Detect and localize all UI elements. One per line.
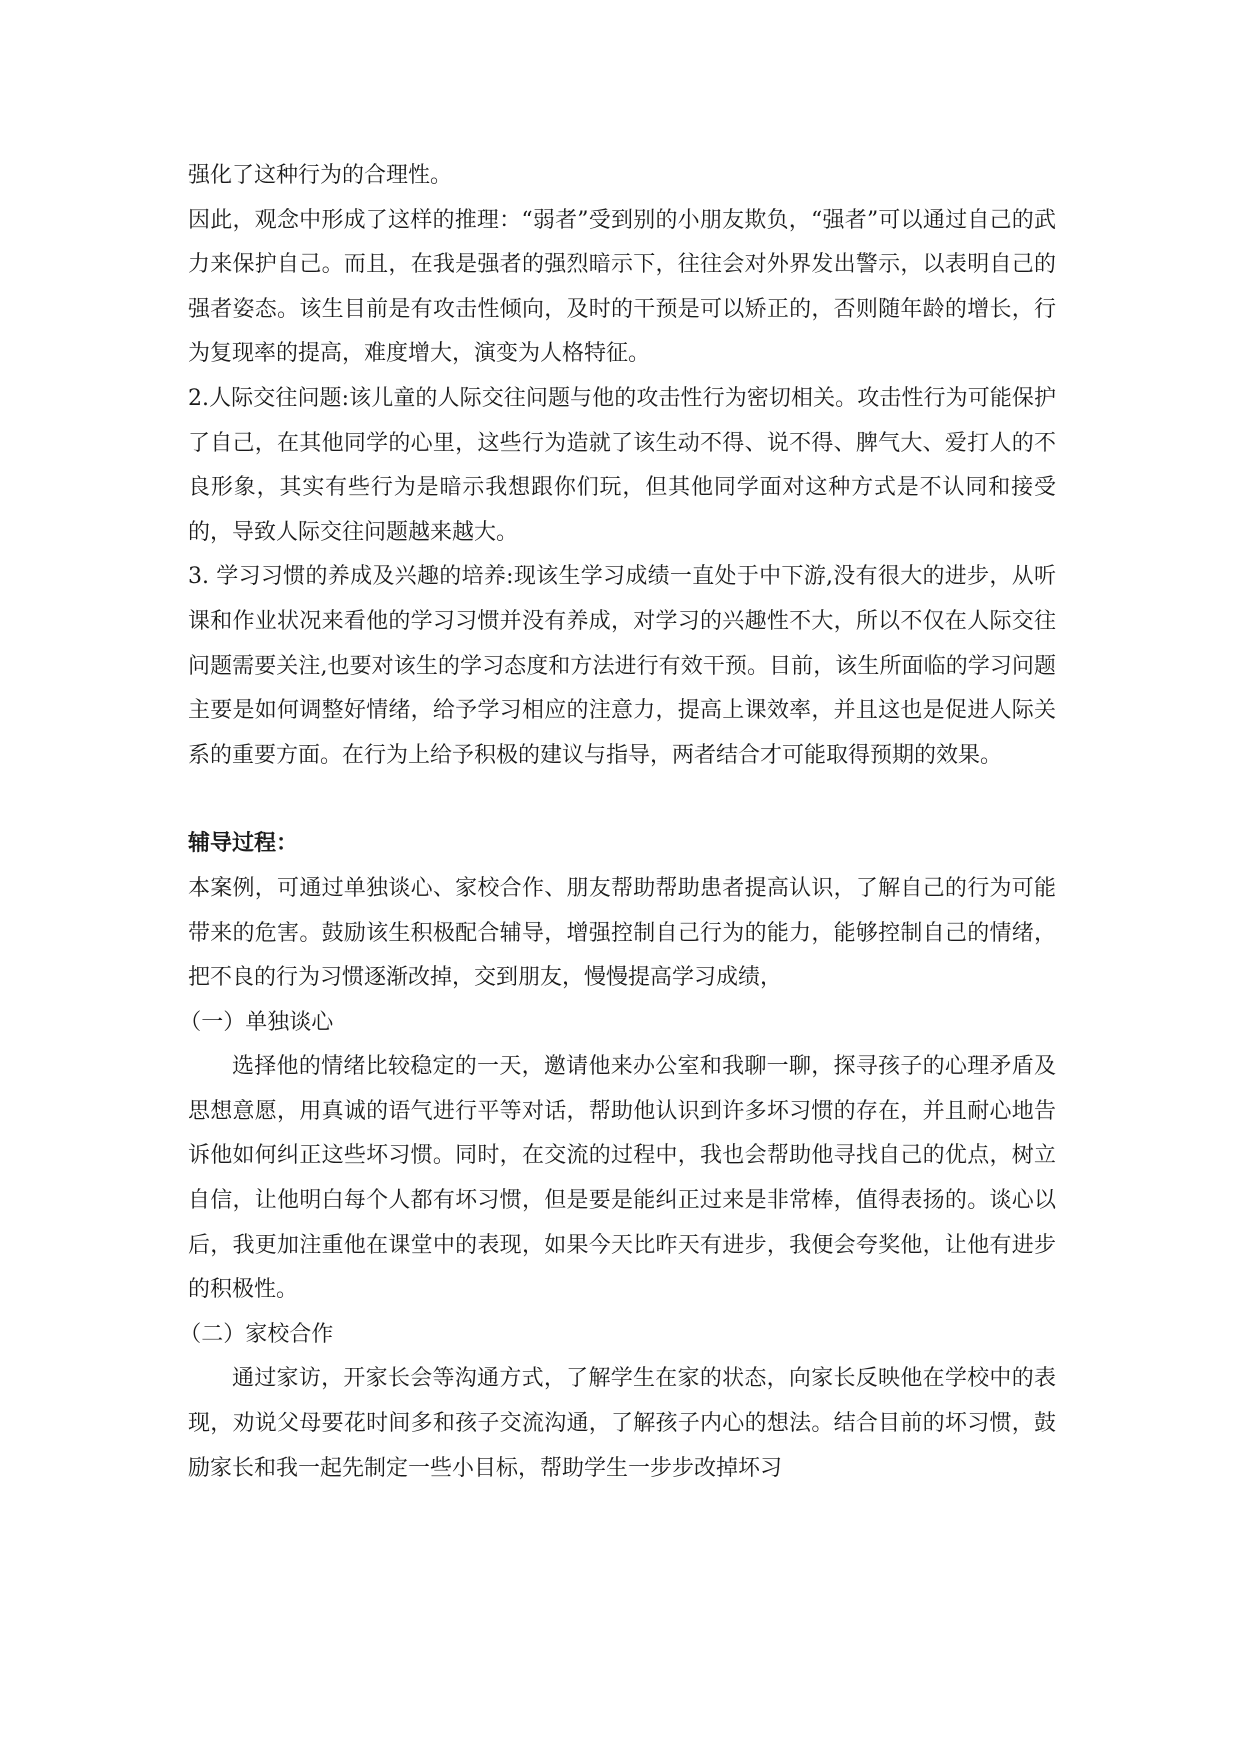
section-1-title: （一）单独谈心 bbox=[179, 1009, 334, 1035]
section-2-title: （二）家校合作 bbox=[179, 1321, 334, 1347]
process-heading: 辅导过程： bbox=[188, 831, 299, 857]
analysis-paragraph-social-problem: 2.人际交往问题:该儿童的人际交往问题与他的攻击性行为密切相关。攻击性行为可能保护了自己，在其他同学的心里，这些行为造就了该生动不得、说不得、脾气大、爱打人的不良形象，其实有些行为是暗示我想跟你们玩，但其他同学面对这种方式是不认同和接受的，导致人际交往问题越来越大。 bbox=[188, 385, 1056, 545]
section-2-body: 通过家访，开家长会等沟通方式，了解学生在家的状态，向家长反映他在学校中的表现，劝说父母要花时间多和孩子交流沟通，了解孩子内心的想法。结合目前的坏习惯，鼓励家长和我一起先制定一些小目标，帮助学生一步步改掉坏习 bbox=[188, 1366, 1056, 1481]
analysis-paragraph-continuation: 强化了这种行为的合理性。 bbox=[188, 163, 453, 188]
document-body bbox=[179, 154, 1056, 1491]
section-1-body: 选择他的情绪比较稳定的一天，邀请他来办公室和我聊一聊，探寻孩子的心理矛盾及思想意愿，用真诚的语气进行平等对话，帮助他认识到许多坏习惯的存在，并且耐心地告诉他如何纠正这些坏习惯。同时，在交流的过程中，我也会帮助他寻找自己的优点，树立自信，让他明白每个人都有坏习惯，但是要是能纠正过来是非常棒，值得表扬的。谈心以后，我更加注重他在课堂中的表现，如果今天比昨天有进步，我便会夸奖他，让他有进步的积极性。 bbox=[188, 1054, 1056, 1303]
process-intro: 本案例，可通过单独谈心、家校合作、朋友帮助帮助患者提高认识，了解自己的行为可能带来的危害。鼓励该生积极配合辅导，增强控制自己行为的能力，能够控制自己的情绪，把不良的行为习惯逐渐改掉，交到朋友，慢慢提高学习成绩， bbox=[188, 875, 1056, 991]
analysis-paragraph-reasoning: 因此，观念中形成了这样的推理：“弱者”受到别的小朋友欺负，“强者”可以通过自己的武力来保护自己。而且，在我是强者的强烈暗示下，往往会对外界发出警示，以表明自己的强者姿态。该生目前是有攻击性倾向，及时的干预是可以矫正的，否则随年龄的增长，行为复现率的提高，难度增大，演变为人格特征。 bbox=[188, 207, 1056, 367]
analysis-paragraph-study-habits: 3. 学习习惯的养成及兴趣的培养:现该生学习成绩一直处于中下游,没有很大的进步，从听课和作业状况来看他的学习习惯并没有养成，对学习的兴趣性不大，所以不仅在人际交往问题需要关注,也要对该生的学习态度和方法进行有效干预。目前，该生所面临的学习问题主要是如何调整好情绪，给予学习相应的注意力，提高上课效率，并且这也是促进人际关系的重要方面。在行为上给予积极的建议与指导，两者结合才可能取得预期的效果。 bbox=[188, 564, 1056, 768]
